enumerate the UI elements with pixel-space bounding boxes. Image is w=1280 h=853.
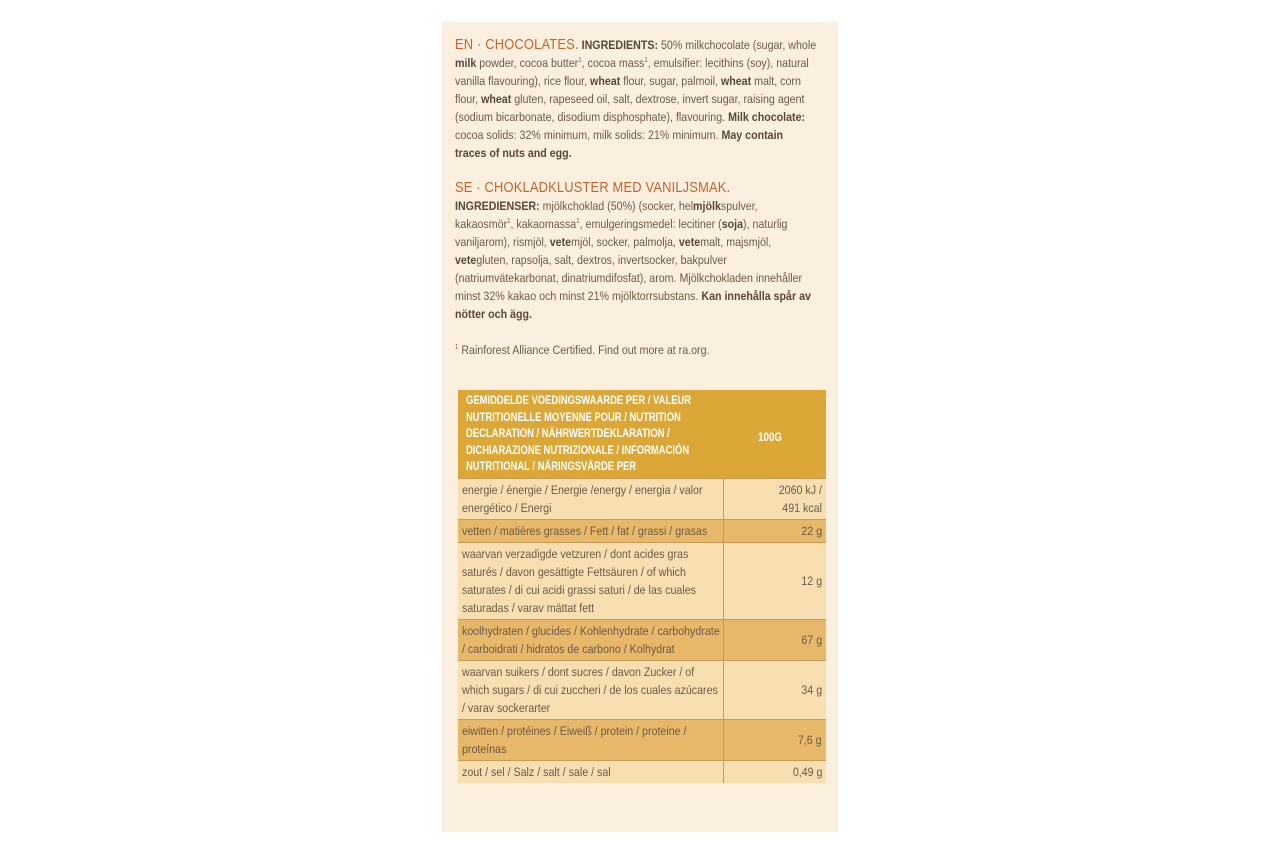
nutrition-row: [458, 719, 826, 760]
nutrition-row: [458, 519, 826, 542]
milk-chocolate-label: Milk chocolate:: [728, 110, 806, 124]
heading-se: SE · CHOKLADKLUSTER MED VANILJSMAK.: [455, 179, 731, 196]
text: malt, majsmjöl,: [700, 235, 772, 249]
nutrition-row: [458, 660, 826, 719]
nutrition-row: [458, 542, 826, 619]
ingredients-label-en: INGREDIENTS:: [581, 38, 659, 52]
nutrition-table: [458, 390, 826, 783]
nutrient-name: zout / sel / Salz / salt / sale / sal: [458, 761, 724, 783]
footnote-marker: 1: [576, 217, 580, 225]
allergen: soja: [721, 217, 744, 231]
nutrition-header: [458, 390, 826, 478]
allergen: vete: [455, 253, 477, 267]
nutrient-value: 7,6 g: [798, 733, 822, 747]
nutrition-header-label: GEMIDDELDE VOEDINGSWAARDE PER / VALEUR NUTRITIONELLE MOYENNE POUR / NUTRITION DECLARATION / NÄHRWERTDEKLARATION / DICHIARAZIONE NUTRIZIONALE / INFORMACIÓN NUTRITIONAL / NÄRINGSVÄRDE PER: [466, 395, 692, 473]
nutrient-value: 2060 kJ / 491 kcal: [778, 483, 822, 515]
allergen: milk: [455, 56, 477, 70]
product-label: [442, 22, 838, 832]
text: ), naturlig vaniljarom), rismjöl,: [455, 217, 788, 249]
nutrition-row: [458, 619, 826, 660]
text: cocoa solids: 32% minimum, milk solids: 21% minimum.: [455, 128, 722, 142]
text: malt, corn flour,: [455, 74, 801, 106]
text: mjölkchoklad (50%) (socker, hel: [539, 199, 694, 213]
ingredients-en: [455, 36, 816, 162]
nutrient-name: koolhydraten / glucides / Kohlenhydrate / carbohydrate / carboidrati / hidratos de carbono / Kolhydrat: [458, 620, 724, 660]
allergen: vete: [678, 235, 701, 249]
ingredients-label-se: INGREDIENSER:: [455, 199, 540, 213]
footnote-marker: 1: [507, 217, 511, 225]
text: powder, cocoa butter: [476, 56, 579, 70]
footnote: [455, 341, 816, 359]
text: gluten, rapsolja, salt, dextros, invertsocker, bakpulver (natriumvätekarbonat, dinatriumdifosfat), arom. Mjölkchokladen innehåller minst 32% kakao och minst 21% mjölktorrsubstans.: [455, 253, 803, 303]
text: 50% milkchocolate (sugar, whole: [658, 38, 817, 52]
ingredients-se: [455, 179, 816, 323]
text: gluten, rapeseed oil, salt, dextrose, invert sugar, raising agent (sodium bicarbonate, disodium disphosphate), flavouring.: [455, 92, 805, 124]
allergen: wheat: [481, 92, 512, 106]
nutrition-header-value: 100G: [758, 432, 783, 444]
allergen: wheat: [720, 74, 752, 88]
text: , kakaomassa: [510, 217, 577, 231]
text: , cocoa mass: [581, 56, 645, 70]
text: spulver, kakaosmör: [455, 199, 758, 231]
heading-en: EN · CHOCOLATES.: [455, 36, 579, 53]
nutrient-value: 12 g: [801, 574, 822, 588]
nutrient-value: 22 g: [801, 524, 822, 538]
footnote-marker: 1: [644, 56, 648, 64]
text: , emulgeringsmedel: lecitiner (: [579, 217, 722, 231]
footnote-marker: 1: [578, 56, 582, 64]
nutrient-name: waarvan verzadigde vetzuren / dont acides gras saturés / davon gesättigte Fettsäuren / of which saturates / di cui acidi grassi saturi / de las cuales saturadas / varav mättat fett: [458, 543, 724, 619]
allergen-warning: May contain traces of nuts and egg.: [455, 128, 784, 160]
nutrient-value: 0,49 g: [792, 765, 822, 779]
allergen: wheat: [590, 74, 621, 88]
nutrient-value: 34 g: [801, 683, 822, 697]
nutrient-value: 67 g: [801, 633, 822, 647]
nutrient-name: vetten / matières grasses / Fett / fat / grassi / grasas: [458, 520, 724, 542]
allergen-warning: Kan innehålla spår av nötter och ägg.: [455, 289, 811, 321]
allergen: mjölk: [693, 199, 721, 213]
text: flour, sugar, palmoil,: [620, 74, 721, 88]
text: , emulsifier: lecithins (soy), natural vanilla flavouring), rice flour,: [455, 56, 809, 88]
text: mjöl, socker, palmolja,: [571, 235, 679, 249]
allergen: vete: [549, 235, 572, 249]
nutrition-row: [458, 478, 826, 519]
nutrient-name: energie / énergie / Energie /energy / energia / valor energético / Energi: [458, 479, 724, 519]
nutrient-name: waarvan suikers / dont sucres / davon Zucker / of which sugars / di cui zuccheri / de los cuales azúcares / varav sockerarter: [458, 661, 724, 719]
footnote-text: Rainforest Alliance Certified. Find out more at ra.org.: [458, 343, 710, 357]
nutrition-row: [458, 760, 826, 783]
footnote-marker: 1: [455, 343, 459, 351]
nutrient-name: eiwitten / protéines / Eiweiß / protein / proteine / proteínas: [458, 720, 724, 760]
